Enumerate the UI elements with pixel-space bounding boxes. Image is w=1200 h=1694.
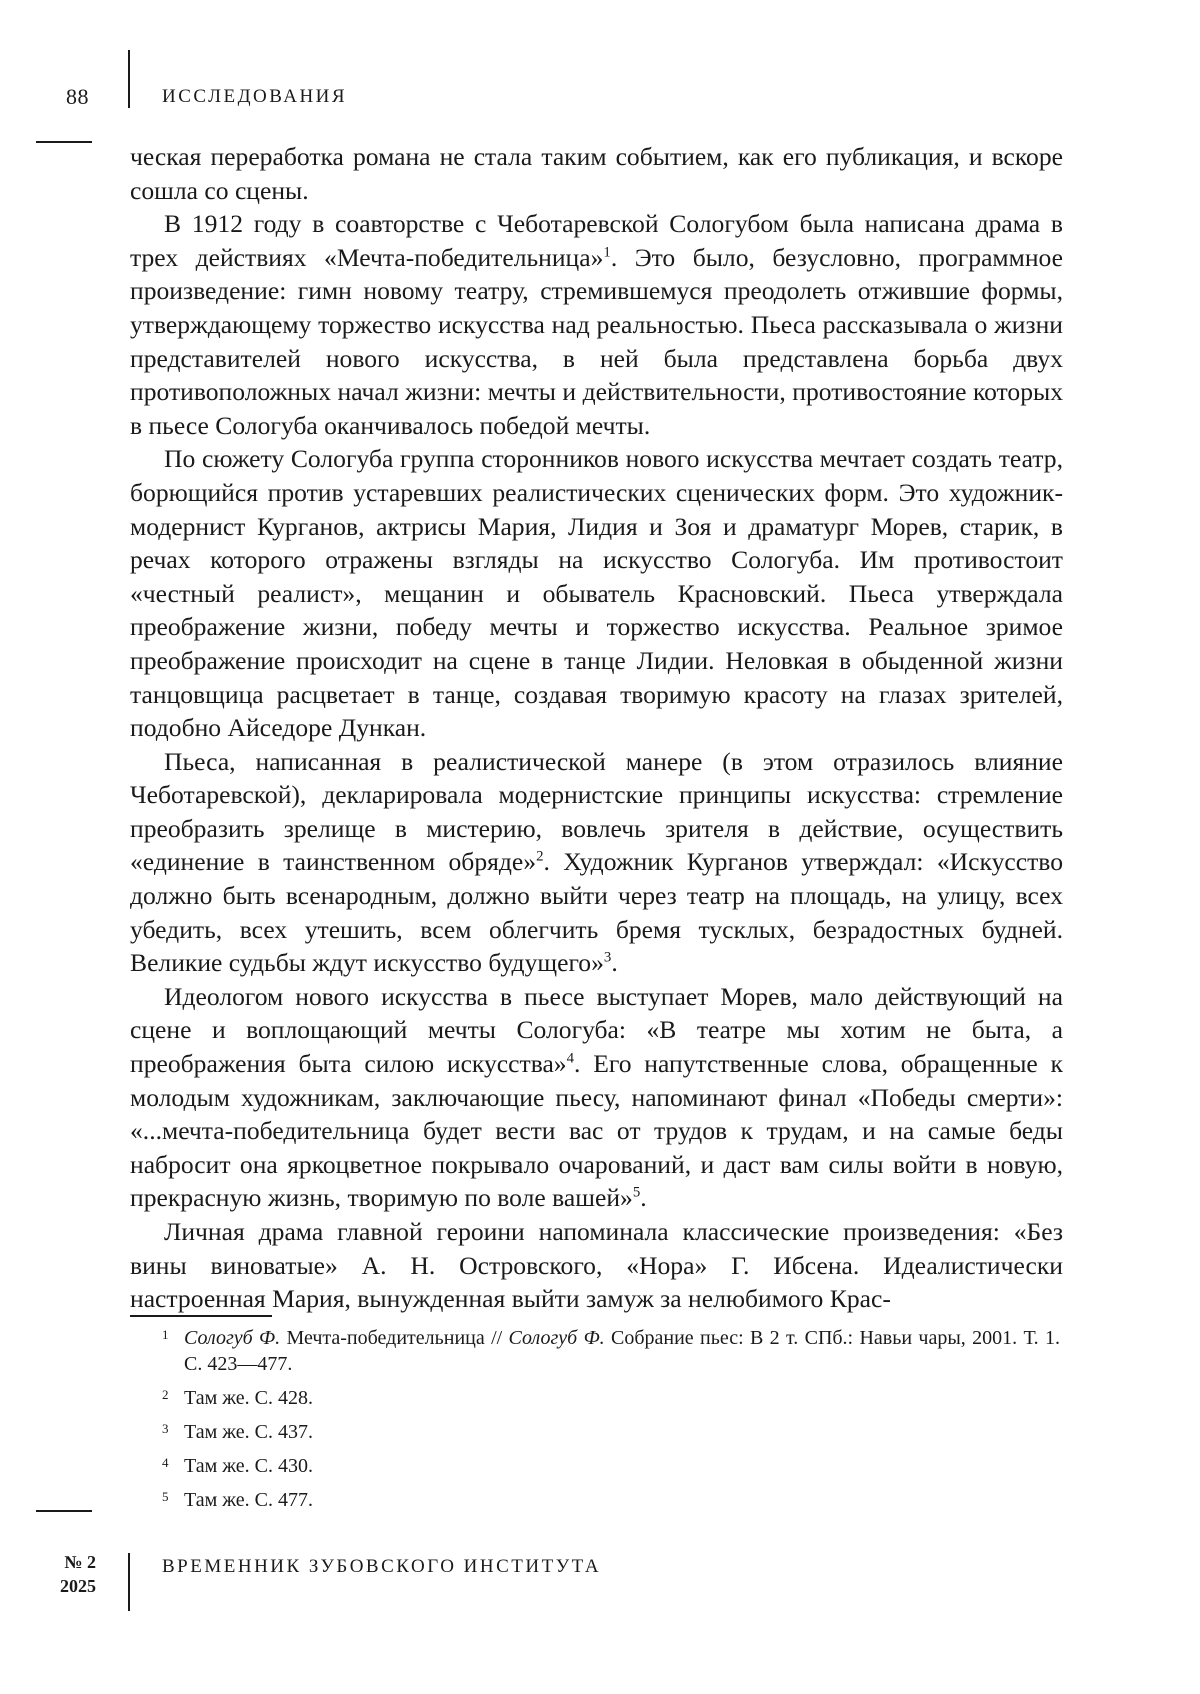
page-number: 88	[66, 84, 89, 109]
footnote-number: 1	[162, 1327, 169, 1342]
paragraph-text: . Это было, безусловно, программное произведение: гимн новому театру, стремившемуся преодолеть отжившие формы, утверждающему торжество искусства над реальностью. Пьеса рассказывала о жизни представителей нового искусства, в ней была представлена борьба двух противоположных начал жизни: мечты и действительности, противостояние которых в пьесе Сологуба оканчивалось победой мечты.	[130, 242, 1063, 440]
footnote-text: Там же. С. 437.	[184, 1421, 314, 1443]
paragraph-text: . Его напутственные слова, обращенные к молодым художникам, заключающие пьесу, напоминают финал «Победы смерти»: «...мечта-победительница будет вести вас от трудов к трудам, и на самые беды набросит она яркоцветное покрывало очарований, и даст вам силы войти в новую, прекрасную жизнь, творимую по воле вашей»	[130, 1049, 1063, 1213]
issue-year: 2025	[60, 1576, 96, 1596]
article-body	[130, 140, 1063, 1316]
paragraph-text: ческая переработка романа не стала таким событием, как его публикация, и вскоре сошла со сцены.	[130, 142, 1063, 205]
footer-divider	[128, 1553, 130, 1611]
footer-margin-rule	[36, 1510, 92, 1512]
paragraph-text: . Художник Курганов утверждал: «Искусство должно быть всенародным, должно выйти через театр на площадь, на улицу, всех убедить, всех утешить, всем облегчить бремя тусклых, безрадостных будней. Великие судьбы ждут искусство будущего»	[130, 847, 1063, 978]
footnote-2	[162, 1385, 1060, 1411]
footnote-1	[162, 1325, 1060, 1377]
footnote-text: Там же. С. 477.	[184, 1489, 314, 1511]
footnote-number: 5	[162, 1489, 169, 1504]
footnote-4	[162, 1453, 1060, 1479]
footnote-text: Там же. С. 430.	[184, 1455, 314, 1477]
paragraph-text: По сюжету Сологуба группа сторонников нового искусства мечтает создать театр, борющийся против устаревших реалистических сценических форм. Это художник-модернист Курганов, актрисы Мария, Лидия и Зоя и драматург Морев, старик, в речах которого отражены взгляды на искусство Сологуба. Им противостоит «честный реалист», мещанин и обыватель Красновский. Пьеса утверждала преображение жизни, победу мечты и торжество искусства. Реальное зримое преображение происходит на сцене в танце Лидии. Неловкая в обыденной жизни танцовщица расцветает в танце, создавая творимую красоту на глазах зрителей, подобно Айседоре Дункан.	[130, 444, 1063, 743]
footnote-ref[interactable]: 5	[632, 1184, 641, 1201]
journal-title: ВРЕМЕННИК ЗУБОВСКОГО ИНСТИТУТА	[162, 1556, 602, 1577]
section-title: ИССЛЕДОВАНИЯ	[162, 86, 348, 107]
paragraph	[130, 207, 1063, 442]
header-divider	[128, 50, 130, 108]
paragraph-text: .	[640, 1183, 647, 1213]
footnote-number: 2	[162, 1387, 169, 1402]
paragraph-text: Идеологом нового искусства в пьесе выступает Морев, мало действующий на сцене и воплощающий мечты Сологуба: «В театре мы хотим не быта, а преображения быта силою искусства»	[130, 981, 1063, 1079]
footnotes	[162, 1325, 1060, 1521]
footnote-ref[interactable]: 3	[603, 949, 612, 966]
footnote-text: Там же. С. 428.	[184, 1387, 314, 1409]
footnote-text: Собрание пьес: В 2 т. СПб.: Навьи чары, 2001. Т. 1. С. 423—477.	[184, 1327, 1061, 1375]
footnote-author: Сологуб Ф.	[508, 1327, 605, 1349]
paragraph	[130, 442, 1063, 744]
footnote-number: 3	[162, 1421, 169, 1436]
paragraph	[130, 745, 1063, 980]
paragraph	[130, 140, 1063, 207]
footnote-5	[162, 1487, 1060, 1513]
footnote-ref[interactable]: 1	[603, 244, 611, 261]
footnote-ref[interactable]: 2	[536, 848, 544, 865]
paragraph-text: .	[611, 948, 618, 978]
paragraph	[130, 980, 1063, 1215]
header-margin-rule	[36, 141, 92, 143]
paragraph-text: Личная драма главной героини напоминала классические произведения: «Без вины виноватые» А. Н. Островского, «Нора» Г. Ибсена. Идеалистически настроенная Мария, вынужденная выйти замуж за нелюбимого Крас-	[130, 1217, 1063, 1314]
paragraph-text: Пьеса, написанная в реалистической манере (в этом отразилось влияние Чеботаревской), декларировала модернистские принципы искусства: стремление преобразить зрелище в мистерию, вовлечь зрителя в действие, осуществить «единение в таинственном обряде»	[130, 746, 1063, 877]
footnote-3	[162, 1419, 1060, 1445]
footnote-separator	[130, 1315, 272, 1317]
paragraph-text: В 1912 году в соавторстве с Чеботаревской Сологубом была написана драма в трех действиях «Мечта-победительница»	[130, 209, 1063, 272]
footnote-ref[interactable]: 4	[566, 1050, 575, 1067]
footnote-text: Мечта-победительница //	[280, 1327, 509, 1349]
footnote-number: 4	[162, 1455, 169, 1470]
footnote-author: Сологуб Ф.	[184, 1327, 281, 1349]
paragraph	[130, 1215, 1063, 1316]
issue-number: № 2	[64, 1552, 96, 1572]
